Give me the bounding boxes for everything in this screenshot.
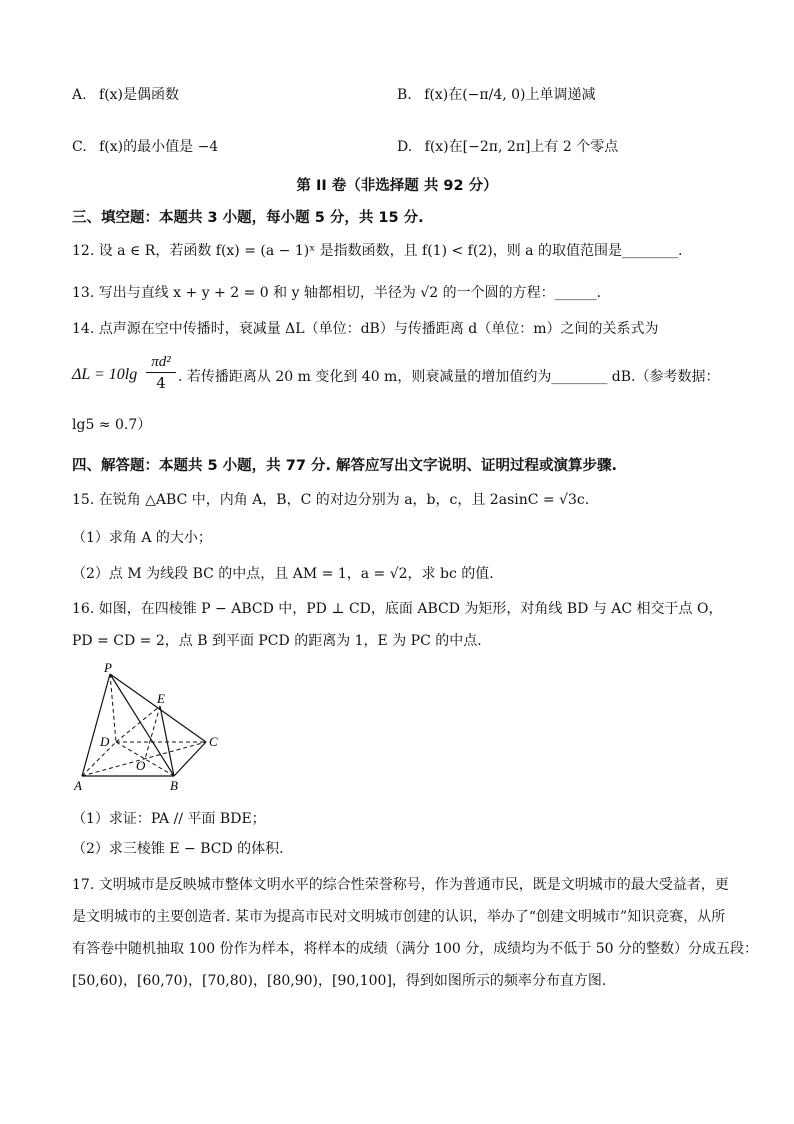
question-17-line2: 是文明城市的主要创造者. 某市为提高市民对文明城市创建的认识，举办了“创建文明城市”知识竞赛，从所 [72,909,726,925]
q14-formula-fraction [146,352,176,393]
section3-title: 三、填空题：本题共 3 小题，每小题 5 分，共 15 分. [72,210,424,226]
option-c [72,136,218,156]
option-b-label: B. [397,87,412,103]
label-o: O [136,758,146,773]
label-p: P [104,660,112,675]
option-a-label: A. [72,87,87,103]
q14-formula-denominator: 4 [156,374,166,392]
option-b-text: f(x)在(−π/4, 0)上单调递减 [424,87,596,103]
option-d-text: f(x)在[−2π, 2π]上有 2 个零点 [424,139,619,155]
question-13: 13. 写出与直线 x + y + 2 = 0 和 y 轴都相切，半径为 √2 的一个圆的方程：______. [72,285,602,301]
label-b: B [170,778,178,792]
edge-bc [174,742,206,776]
label-e: E [157,691,165,706]
option-a-text: f(x)是偶函数 [99,87,180,103]
label-d: D [100,734,110,749]
option-c-text: f(x)的最小值是 −4 [99,139,219,155]
label-a: A [74,778,82,792]
q14-formula-lhs: ΔL = 10lg [72,366,138,383]
question-12: 12. 设 a ∈ R，若函数 f(x) = (a − 1)ˣ 是指数函数，且 f(1) < f(2)，则 a 的取值范围是________. [72,243,683,259]
question-15-part2: （2）点 M 为线段 BC 的中点，且 AM = 1，a = √2，求 bc 的值. [72,566,494,582]
q14-formula-numerator: πd² [146,352,176,373]
part2-title: 第 II 卷（非选择题 共 92 分） [296,178,498,194]
question-15: 15. 在锐角 △ABC 中，内角 A，B，C 的对边分别为 a，b，c，且 2asinC = √3c. [72,492,590,508]
option-a [72,84,179,104]
question-16-part1: （1）求证：PA // 平面 BDE； [72,811,266,827]
question-16-line2: PD = CD = 2，点 B 到平面 PCD 的距离为 1，E 为 PC 的中点. [72,633,482,649]
q14-text: . 若传播距离从 20 m 变化到 40 m，则衰减量的增加值约为________ dB.（参考数据： [178,369,720,385]
question-17-line3: 有答卷中随机抽取 100 份作为样本，将样本的成绩（满分 100 分，成绩均为不低于 50 分的整数）分成五段： [72,941,758,957]
option-b [397,84,596,104]
pyramid-figure [72,660,232,792]
question-14-line3: lg5 ≈ 0.7） [72,417,152,433]
edge-de [116,706,160,742]
option-d [397,136,618,156]
label-c: C [209,734,218,749]
question-17-line4: [50,60)，[60,70)，[70,80)，[80,90)，[90,100]，得到如图所示的频率分布直方图. [72,973,607,989]
edge-pc [110,674,206,742]
section4-title: 四、解答题：本题共 5 小题，共 77 分. 解答应写出文字说明、证明过程或演算步骤. [72,458,618,474]
question-16-part2: （2）求三棱锥 E − BCD 的体积. [72,841,284,857]
question-16-line1: 16. 如图，在四棱锥 P − ABCD 中，PD ⊥ CD，底面 ABCD 为矩形，对角线 BD 与 AC 相交于点 O， [72,601,723,617]
question-15-part1: （1）求角 A 的大小； [72,530,212,546]
option-c-label: C. [72,139,87,155]
question-17-line1: 17. 文明城市是反映城市整体文明水平的综合性荣誉称号，作为普通市民，既是文明城市的最大受益者，更 [72,877,729,893]
edge-pd [110,674,116,742]
option-d-label: D. [397,139,413,155]
edge-pa [82,674,110,776]
question-14-line1: 14. 点声源在空中传播时，衰减量 ΔL（单位：dB）与传播距离 d（单位：m）之间的关系式为 [72,321,659,337]
